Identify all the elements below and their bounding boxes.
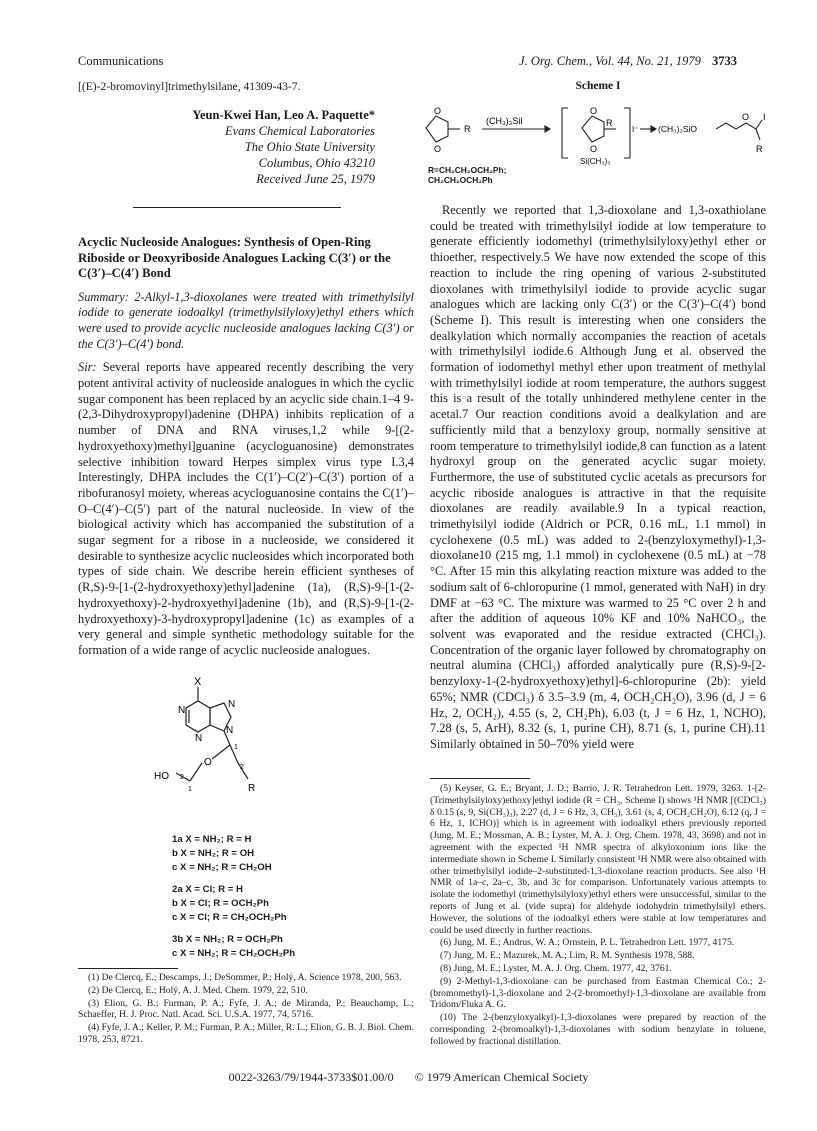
nucleoside-structure	[140, 675, 280, 835]
sir-text: Several reports have appeared recently describing the very potent antiviral activity of nucleoside analogues in which the cyclic sugar component has been replaced by an acyclic side chain.1–4 9-(2,3-Dihydroxypropyl)adenine (DHPA) inhibits replication of a number of DNA and RNA viruses,1,2 while 9-[(2-hydroxyethoxy)methyl]guanine (acycloguanosine) demonstrates selective inhibition toward Herpes simplex virus type I.3,4 Interestingly, DHPA includes the C(1′)–C(2′)–C(3′) portion of a ribofuranosyl moiety, whereas acycloguanosine contains the C(1′)–O–C(4′)–C(5′) part of the natural nucleoside. In view of the biological activity which has accompanied the substitution of a sugar segment for a ribose in a nucleoside, we considered it desirable to synthesize acyclic nucleosides which incorporated both types of side chain. We describe herein efficient syntheses of (R,S)-9-[1-(2-hydroxyethoxy)ethyl]adenine (1a), (R,S)-9-[1-(2-hydroxyethoxy)-2-hydroxyethyl]adenine (1b), and (R,S)-9-[1-(2-hydroxyethoxy)-3-hydroxypropyl]adenine (1c) as examples of a very general and simple synthetic methodology suitable for the formation of a wide range of acyclic nucleoside analogues.	[78, 360, 414, 657]
scheme-o-1: O	[434, 106, 442, 116]
compound-list	[172, 833, 295, 961]
footnote-5: (5) Keyser, G. E.; Bryant, J. D.; Barrio, J. R. Tetrahedron Lett. 1979, 3263. 1-[2-(Trimethylsilyloxy)ethoxy]ethyl iodide (R = CH₃, Scheme I) shows ¹H NMR [(CDCl₃) δ 0.15 (s, 9, Si(CH₃)₃), 2.27 (d, J = 6 Hz, 3, CH₃), 3.61 (s, 4, OCH₂CH₂O), 6.12 (q, J = 6 Hz, 1, ICHO)] which is in agreement with iodoalkyl ethers previously reported (Jung, M. E.; Mossman, A. B.; Lyster, M. A. J. Org. Chem. 1978, 43, 3698) and not in agreement with the expected ¹H NMR spectra of alkyloxonium ions like the intermediate shown in Scheme I. Similarly consistent ¹H NMR were also obtained with other trimethylsilyl iodide–2-substituted-1,3-dioxolane reaction products. See also ¹H NMR of 1a–c, 2a–c, 3b, and 3c for comparison. Unfortunately various attempts to isolate the iodomethyl (trimethylsilyloxy)ethyl ethers were unsuccessful, similar to the reports of Jung et al. (vide supra) for aldehyde iodohydrin trimethylsilyl ethers. However, the solutions of the iodoalkyl ethers were stable at low temperatures and could be used directly in further reactions.	[430, 783, 766, 936]
footnotes-right	[430, 783, 766, 1049]
scheme-si: Si(CH₃)₃	[580, 157, 611, 166]
right-column	[430, 203, 766, 755]
footnotes-left	[78, 972, 414, 1047]
affiliation-1: Evans Chemical Laboratories	[225, 124, 375, 138]
compound-2c: c X = Cl; R = CH₂OCH₂Ph	[172, 912, 287, 923]
scheme-r-1: R	[464, 124, 471, 134]
scheme-iodide: I⁻	[632, 125, 639, 134]
divider	[133, 207, 341, 208]
summary-label: Summary:	[78, 289, 129, 304]
running-header-right	[519, 54, 737, 69]
page-number: 3733	[712, 54, 737, 68]
scheme-r-3: R	[756, 144, 763, 154]
authors: Yeun-Kwei Han, Leo A. Paquette*	[192, 108, 375, 122]
footnote-rule-left	[78, 968, 178, 969]
received-date: Received June 25, 1979	[256, 172, 375, 186]
x-label: X	[194, 676, 202, 688]
scheme-r-definition	[428, 165, 506, 185]
compound-1c: c X = NH₂; R = CH₂OH	[172, 862, 272, 873]
footnote-9: (9) 2-Methyl-1,3-dioxolane can be purchased from Eastman Chemical Co.; 2-(bromomethyl)-1,3-dioxolane and 2-(2-bromoethyl)-1,3-dioxolane are available from Tridom/Fluka A. G.	[430, 975, 766, 1011]
right-body-text: Recently we reported that 1,3-dioxolane and 1,3-oxathiolane could be treated with trimethylsilyl iodide at low temperature to generate efficiently iodomethyl (trimethylsilyloxy)ethyl ether or thioether, respectively.5 We have now extended the scope of this reaction to include the ring opening of various 2-substituted dioxolanes with trimethylsilyl iodide to provide acyclic sugar analogues which are lacking only C(3′) or the C(3′)–C(4′) bond (Scheme I). This result is interesting when one considers the dealkylation which normally accompanies the reaction of acetals with trimethylsilyl iodide.6 Although Jung et al. observed the formation of iodomethyl methyl ether upon treatment of methylal with trimethylsilyl iodide at room temperature, the authors suggest this is a result of the totally unhindered methylene center in the acetal.7 Our reaction conditions avoid a dealkylation and are sufficiently mild that a benzyloxy group, normally sensitive at room temperature to trimethylsilyl iodide,8 can function as a latent hydroxyl group on the generated acyclic sugar moiety. Furthermore, the use of substituted cyclic acetals as precursors for acyclic riboside analogues is attractive in that the requisite dioxolanes are readily available.9 In a typical reaction, trimethylsilyl iodide (Aldrich or PCR, 0.16 mL, 1.1 mmol) in cyclohexene (0.5 mL) was added to 2-(benzyloxymethyl)-1,3-dioxolane10 (215 mg, 1.1 mmol) in cyclohexene (0.5 mL) at −78 °C. After 15 min this alkylating reaction mixture was added to the sodium salt of 6-chloropurine (1 mmol, generated with NaH) in dry DMF at −63 °C. The mixture was warmed to 25 °C over 2 h and after the addition of aqueous 10% KF and 10% NaHCO₃, the solvent was evaporated and the residue extracted (CHCl₃). Concentration of the organic layer followed by chromatography on neutral alumina (CHCl₃) afforded analytically pure (R,S)-9-[2-benzyloxy-1-(2-hydroxyethoxy)ethyl]-6-chloropurine (2b): yield 65%; NMR (CDCl₃) δ 3.5–3.9 (m, 4, OCH₂CH₂O), 3.96 (d, J = 6 Hz, 2, OCH₂), 4.55 (s, 2, CH₂Ph), 6.03 (t, J = 6 Hz, 1, NCHO), 7.28 (s, 5, ArH), 8.32 (s, 1, purine CH), 8.71 (s, 1, purine CH).11 Similarly obtained in 50–70% yield were	[430, 203, 766, 751]
compound-2a: 2a X = Cl; R = H	[172, 884, 243, 895]
page-footer	[0, 1070, 817, 1085]
position-2: 2	[240, 764, 244, 771]
compound-1b: b X = NH₂; R = OH	[172, 848, 255, 859]
scheme-o-2: O	[434, 144, 442, 154]
scheme-reagent: (CH₃)₃SiI	[486, 116, 523, 126]
r-def-line-1: R=CH₂CH₂OCH₂Ph;	[428, 165, 507, 175]
n-label-3: N	[228, 699, 236, 710]
left-column	[78, 235, 414, 661]
footnote-rule-right	[430, 778, 530, 779]
article-title: Acyclic Nucleoside Analogues: Synthesis of Open-Ring Riboside or Deoxyriboside Analogues Lacking C(3′) or the C(3′)–C(4′) Bond	[78, 235, 391, 280]
n-label-2: N	[195, 733, 203, 744]
compound-3b: 3b X = NH₂; R = OCH₂Ph	[172, 934, 283, 945]
footnote-6: (6) Jung, M. E.; Andrus, W. A.; Ornstein, P. L. Tetrahedron Lett. 1977, 4175.	[440, 937, 735, 949]
journal-citation: J. Org. Chem., Vol. 44, No. 21, 1979	[519, 54, 701, 68]
position-2b: 2	[180, 774, 184, 781]
article-code: 0022-3263/79/1944-3733$01.00/0	[228, 1070, 394, 1084]
r-def-line-2: CH₂CH₂OCH₂Ph	[428, 175, 493, 185]
copyright: © 1979 American Chemical Society	[414, 1070, 589, 1084]
footnote-7: (7) Jung, M. E.; Mazurek, M. A.; Lim, R. M. Synthesis 1978, 588.	[440, 950, 695, 962]
footnote-3: (3) Elion, G. B.; Furman, P. A.; Fyfe, J. A.; de Miranda, P.; Beauchamp, L.; Schaeffer, H. J. Proc. Natl. Acad. Sci. U.S.A. 1977, 74, 5716.	[78, 997, 414, 1021]
scheme-o-4: O	[590, 144, 598, 154]
footnote-4: (4) Fyfe, J. A.; Keller, P. M.; Furman, P. A.; Miller, R. L.; Elion, G. B. J. Biol. Chem. 1978, 253, 8721.	[78, 1022, 414, 1045]
scheme-r-2: R	[606, 118, 613, 128]
ho-label: HO	[154, 771, 169, 782]
previous-article-tail: [(E)-2-bromovinyl]trimethylsilane, 41309-43-7.	[78, 80, 301, 93]
summary-text: 2-Alkyl-1,3-dioxolanes were treated with trimethylsilyl iodide to generate iodoalkyl (trimethylsilyloxy)ethyl ethers which were used to provide acyclic nucleoside analogues lacking C(3′) or the C(3′)–C(4′) bond.	[78, 289, 414, 351]
running-header-left: Communications	[78, 54, 164, 68]
compound-3c: c X = NH₂; R = CH₂OCH₂Ph	[172, 948, 296, 959]
affiliation-3: Columbus, Ohio 43210	[258, 156, 375, 170]
footnote-10: (10) The 2-(benzyloxyalkyl)-1,3-dioxolanes were prepared by reaction of the corresponding 2-(bromoalkyl)-1,3-dioxolanes with sodium benzylate in toluene, followed by fractional distillation.	[430, 1012, 766, 1047]
n-label-1: N	[178, 705, 186, 716]
position-1b: 1	[188, 786, 192, 793]
scheme-product-prefix: (CH₃)₃SiO	[658, 124, 698, 134]
o-label: O	[204, 757, 212, 768]
position-1: 1	[234, 744, 238, 751]
scheme-o-5: O	[742, 112, 750, 122]
sir-label: Sir:	[78, 360, 97, 375]
affiliation-2: The Ohio State University	[244, 140, 375, 154]
footnote-8: (8) Jung, M. E.; Lyster, M. A. J. Org. Chem. 1977, 42, 3761.	[440, 962, 672, 974]
scheme-label: Scheme I	[575, 80, 621, 92]
r-label: R	[248, 783, 256, 794]
byline	[78, 107, 375, 187]
footnote-2: (2) De Clercq, E.; Holý, A. J. Med. Chem. 1979, 22, 510.	[88, 984, 308, 996]
scheme-i-label: I	[763, 112, 766, 122]
compound-2b: b X = Cl; R = OCH₂Ph	[172, 898, 270, 909]
scheme-o-3: O	[590, 106, 598, 116]
n-label-4: N	[226, 725, 234, 736]
compound-1a: 1a X = NH₂; R = H	[172, 834, 252, 845]
footnote-1: (1) De Clercq, E.; Descamps, J.; DeSommer, P.; Holý, A. Science 1978, 200, 563.	[88, 972, 402, 983]
